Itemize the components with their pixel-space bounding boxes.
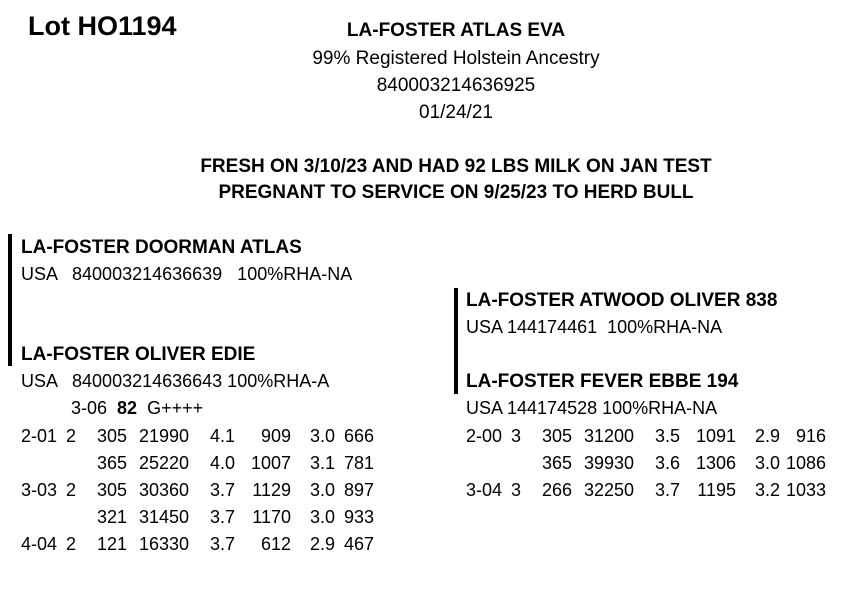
record-cell [59,449,83,476]
record-cell: 1195 [697,479,736,500]
record-cell: 1170 [252,506,291,527]
record-cell [59,503,83,530]
note-fresh: FRESH ON 3/10/23 AND HAD 92 LBS MILK ON JAN TEST [200,156,712,177]
lactation-record-row [21,530,374,557]
lactation-record-row [21,449,374,476]
record-cell: 30360 [138,479,189,500]
lot-number: Lot HO1194 [28,11,177,41]
record-cell: 4.1 [209,425,235,446]
lactation-record-row [466,422,826,449]
lactation-record-row [466,476,826,503]
record-cell: 897 [343,479,374,500]
record-cell: 2-00 [466,425,503,446]
dam-classification [71,399,203,417]
record-cell [21,449,59,476]
record-cell: 1306 [695,452,736,473]
record-cell: 2 [65,533,76,554]
class-score: 82 [117,398,138,418]
pedigree-bracket-left [8,234,12,366]
dam-name: LA-FOSTER OLIVER EDIE [21,344,256,365]
record-cell: 2-01 [21,425,58,446]
mgd-info: USA 144174528 100%RHA-NA [466,398,718,418]
record-cell: 1086 [785,452,826,473]
record-cell: 21990 [138,425,189,446]
record-cell: 3.7 [209,533,235,554]
mgd-name: LA-FOSTER FEVER EBBE 194 [466,371,739,392]
record-cell: 305 [96,479,127,500]
record-cell: 2 [65,479,76,500]
record-cell: 3 [510,425,521,446]
sire-name: LA-FOSTER DOORMAN ATLAS [21,237,302,258]
lactation-record-row [21,476,374,503]
record-cell: 4.0 [209,452,235,473]
record-cell: 916 [795,425,826,446]
record-cell: 3 [510,479,521,500]
cow-birth-date: 01/24/21 [419,102,493,123]
record-cell: 4-04 [21,533,58,554]
record-cell: 121 [96,533,127,554]
record-cell: 365 [96,452,127,473]
record-cell: 31200 [583,425,634,446]
record-cell: 467 [343,533,374,554]
record-cell: 3.0 [754,452,780,473]
record-cell: 1033 [785,479,826,500]
record-cell: 933 [343,506,374,527]
record-cell: 25220 [138,452,189,473]
sire-info: USA 840003214636639 100%RHA-NA [21,264,353,284]
cow-id: 840003214636925 [376,75,536,96]
cow-ancestry: 99% Registered Holstein Ancestry [312,48,600,69]
lactation-record-row [21,422,374,449]
record-cell: 365 [541,452,572,473]
record-cell: 909 [260,425,291,446]
record-cell [504,449,528,476]
record-cell: 2.9 [754,425,780,446]
record-cell: 2 [65,425,76,446]
record-cell: 3-04 [466,479,503,500]
record-cell: 3.1 [309,452,335,473]
class-age: 3-06 [71,398,108,418]
lactation-record-row [466,449,826,476]
mgs-name: LA-FOSTER ATWOOD OLIVER 838 [466,290,778,311]
record-cell: 3-03 [21,479,58,500]
record-cell: 2.9 [309,533,335,554]
mgs-info: USA 144174461 100%RHA-NA [466,317,723,337]
record-cell: 32250 [583,479,634,500]
class-grade: G++++ [147,398,204,418]
record-cell: 321 [96,506,127,527]
record-cell: 3.0 [309,479,335,500]
record-cell: 3.0 [309,425,335,446]
record-cell: 781 [343,452,374,473]
record-cell: 666 [343,425,374,446]
record-cell: 3.2 [754,479,780,500]
pedigree-bracket-right [454,288,458,394]
record-cell: 3.0 [309,506,335,527]
record-cell: 612 [260,533,291,554]
mgd-records-table [466,422,826,503]
lactation-record-row [21,503,374,530]
record-cell: 3.6 [654,452,680,473]
note-pregnant: PREGNANT TO SERVICE ON 9/25/23 TO HERD BULL [218,182,694,203]
dam-info: USA 840003214636643 100%RHA-A [21,371,330,391]
record-cell: 3.5 [654,425,680,446]
record-cell: 3.7 [654,479,680,500]
record-cell: 3.7 [209,479,235,500]
record-cell: 305 [96,425,127,446]
record-cell: 39930 [583,452,634,473]
dam-records-table [21,422,374,557]
record-cell: 16330 [138,533,189,554]
record-cell: 1007 [250,452,291,473]
record-cell [21,503,59,530]
record-cell: 1091 [695,425,736,446]
record-cell: 266 [541,479,572,500]
record-cell: 31450 [138,506,189,527]
record-cell: 305 [541,425,572,446]
cow-name: LA-FOSTER ATLAS EVA [346,20,566,41]
record-cell: 3.7 [209,506,235,527]
record-cell: 1129 [252,479,291,500]
record-cell [466,449,504,476]
